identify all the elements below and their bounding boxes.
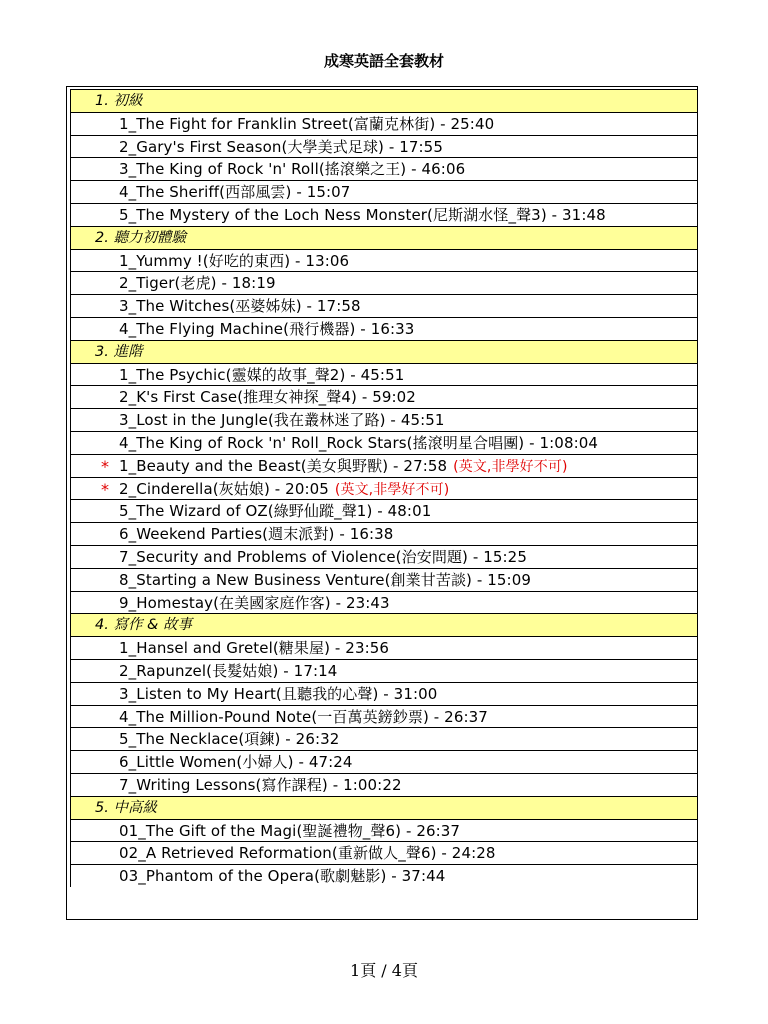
item-text: 03_Phantom of the Opera(歌劇魅影) - 37:44	[119, 867, 446, 886]
list-item	[71, 774, 697, 797]
list-item	[71, 660, 697, 683]
page-title: 成寒英語全套教材	[323, 52, 444, 70]
asterisk-marker: *	[101, 479, 109, 499]
item-text: 2_Gary's First Season(大學美式足球) - 17:55	[119, 137, 443, 156]
list-item	[71, 455, 697, 478]
item-text: 4_The Sheriff(西部風雲) - 15:07	[119, 183, 351, 202]
item-text: 2_Cinderella(灰姑娘) - 20:05	[119, 479, 329, 498]
item-title	[119, 250, 349, 272]
item-text: 3_Listen to My Heart(且聽我的心聲) - 31:00	[119, 684, 438, 703]
asterisk-marker: *	[101, 456, 109, 476]
item-title	[119, 295, 361, 317]
item-text: 1_The Fight for Franklin Street(富蘭克林街) - 25:40	[119, 114, 495, 133]
list-item	[71, 250, 697, 273]
item-title	[119, 706, 488, 728]
list-item	[71, 820, 697, 843]
item-title	[119, 842, 496, 864]
list-item	[71, 683, 697, 706]
item-title	[119, 865, 445, 887]
list-item	[71, 523, 697, 546]
item-title	[119, 318, 414, 340]
item-note: (英文,非學好不可)	[453, 458, 568, 475]
item-text: 3_The Witches(巫婆姊妹) - 17:58	[119, 297, 361, 316]
list-item	[71, 386, 697, 409]
item-title	[119, 592, 390, 614]
item-text: 3_The King of Rock 'n' Roll(搖滾樂之王) - 46:06	[119, 160, 466, 179]
item-text: 9_Homestay(在美國家庭作客) - 23:43	[119, 593, 390, 612]
item-text: 7_Writing Lessons(寫作課程) - 1:00:22	[119, 775, 402, 794]
section-header	[71, 341, 697, 364]
item-text: 2_K's First Case(推理女神探_聲4) - 59:02	[119, 388, 416, 407]
item-title	[119, 774, 402, 796]
section-header	[71, 90, 697, 113]
section-title: 2. 聽力初體驗	[95, 229, 186, 246]
item-text: 4_The King of Rock 'n' Roll_Rock Stars(搖滾明星合唱團) - 1:08:04	[119, 433, 599, 452]
page-footer: 1頁 / 4頁	[350, 961, 418, 980]
list-item	[71, 295, 697, 318]
item-text: 5_The Mystery of the Loch Ness Monster(尼斯湖水怪_聲3) - 31:48	[119, 205, 606, 224]
item-text: 3_Lost in the Jungle(我在叢林迷了路) - 45:51	[119, 411, 445, 430]
item-text: 7_Security and Problems of Violence(治安問題) - 15:25	[119, 547, 527, 566]
list-item	[71, 158, 697, 181]
item-text: 2_Tiger(老虎) - 18:19	[119, 274, 276, 293]
list-item	[71, 272, 697, 295]
item-note: (英文,非學好不可)	[334, 481, 450, 498]
item-title	[119, 364, 404, 386]
list-item	[71, 546, 697, 569]
list-item	[71, 728, 697, 751]
section-title: 3. 進階	[95, 343, 143, 360]
item-text: 01_The Gift of the Magi(聖誕禮物_聲6) - 26:37	[119, 821, 461, 840]
item-text: 02_A Retrieved Reformation(重新做人_聲6) - 24:28	[119, 844, 496, 863]
list-item	[71, 500, 697, 523]
section-title: 4. 寫作 & 故事	[95, 617, 192, 634]
item-title	[119, 683, 437, 705]
item-title	[119, 409, 445, 431]
item-title	[119, 181, 350, 203]
item-title	[119, 820, 460, 842]
item-text: 1_Yummy !(好吃的東西) - 13:06	[119, 251, 350, 270]
item-title	[119, 386, 416, 408]
list-item	[71, 181, 697, 204]
list-item	[71, 409, 697, 432]
item-title	[119, 272, 276, 294]
item-title	[119, 478, 449, 501]
section-title: 1. 初級	[95, 93, 143, 109]
item-text: 5_The Wizard of OZ(綠野仙蹤_聲1) - 48:01	[119, 502, 432, 521]
item-text: 1_Beauty and the Beast(美女與野獸) - 27:58	[119, 456, 448, 475]
item-text: 5_The Necklace(項鍊) - 26:32	[119, 730, 340, 749]
item-title	[119, 432, 598, 454]
item-title	[119, 136, 443, 158]
section-title: 5. 中高級	[95, 799, 157, 816]
list-item	[71, 318, 697, 341]
list-item	[71, 637, 697, 660]
list-item	[71, 432, 697, 455]
list-item	[71, 706, 697, 729]
title-list	[70, 89, 698, 887]
list-item	[71, 364, 697, 387]
item-title	[119, 158, 465, 180]
list-item	[71, 204, 697, 227]
section-header	[71, 227, 697, 250]
item-title	[119, 660, 337, 682]
item-text: 4_The Flying Machine(飛行機器) - 16:33	[119, 319, 415, 338]
list-item	[71, 751, 697, 774]
item-text: 4_The Million-Pound Note(一百萬英鎊鈔票) - 26:37	[119, 707, 488, 726]
section-header	[71, 797, 697, 820]
item-title	[119, 113, 494, 135]
list-item	[71, 842, 697, 865]
item-text: 1_Hansel and Gretel(糖果屋) - 23:56	[119, 639, 390, 658]
item-title	[119, 523, 393, 545]
item-title	[119, 500, 431, 522]
item-text: 2_Rapunzel(長髮姑娘) - 17:14	[119, 661, 338, 680]
item-text: 6_Weekend Parties(週末派對) - 16:38	[119, 525, 394, 544]
list-item	[71, 569, 697, 592]
item-title	[119, 728, 339, 750]
item-title	[119, 455, 568, 478]
section-header	[71, 614, 697, 637]
list-item	[71, 136, 697, 159]
item-title	[119, 204, 606, 226]
item-text: 6_Little Women(小婦人) - 47:24	[119, 753, 353, 772]
list-item	[71, 113, 697, 136]
item-title	[119, 546, 527, 568]
item-title	[119, 751, 353, 773]
item-title	[119, 569, 531, 591]
item-title	[119, 637, 389, 659]
list-item	[71, 478, 697, 501]
list-item	[71, 592, 697, 615]
item-text: 1_The Psychic(靈媒的故事_聲2) - 45:51	[119, 365, 405, 384]
list-item	[71, 865, 697, 887]
item-text: 8_Starting a New Business Venture(創業甘苦談) - 15:09	[119, 570, 531, 589]
